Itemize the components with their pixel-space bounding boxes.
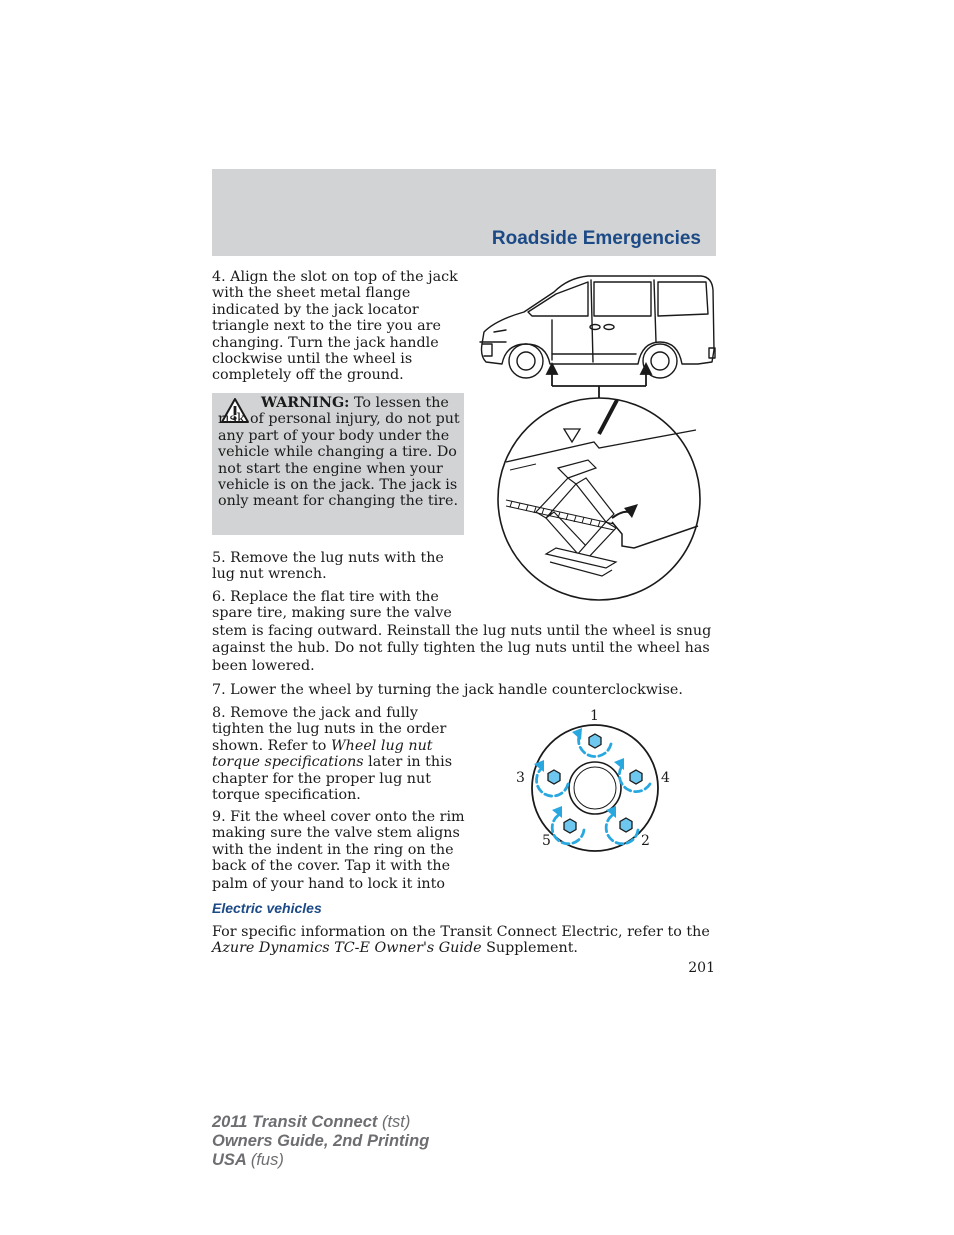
step-6-text: stem is facing outward. Reinstall the lug nuts until the wheel is snug against the hub. Do not fully tighten the lug nuts until the wheel has been lowered. [212,623,712,674]
lug-nut-order-diagram [510,704,676,854]
footer-market-code: (fus) [250,1151,284,1169]
section-title: Roadside Emergencies [491,228,701,249]
jack-placement-illustration [476,272,720,604]
step-7-text: 7. Lower the wheel by turning the jack handle counterclockwise. [212,682,683,698]
footer-model-code: (tst) [381,1113,411,1131]
step-9-text: 9. Fit the wheel cover onto the rim making sure the valve stem aligns with the indent in the ring on the back of the cover. Tap it with the palm of your hand to lock it into [212,809,465,891]
footer-market: USA [212,1151,247,1169]
footer [212,1113,429,1170]
section-header-band [212,169,716,256]
step-8-text [212,705,464,803]
lug-label-4: 4 [661,770,670,786]
footer-line-1 [212,1113,429,1132]
page-number: 201 [688,960,715,976]
step-6-text-top: 6. Replace the flat tire with the spare tire, making sure the valve [212,589,452,622]
step-8-post: later in this chapter for the proper lug nut torque specification. [212,754,453,804]
footer-line-2: Owners Guide, 2nd Printing [212,1132,430,1150]
step-8-ref-link: Wheel lug nut torque specifications [212,737,433,771]
lug-nut-2-icon [620,818,632,832]
electric-post: Supplement. [486,940,578,957]
warning-text: To lessen the risk of personal injury, do not put any part of your body under the vehicle while changing a tire. Do not start the engine when your vehicle is on the jack. The jack is only meant for changing the tire. [218,395,460,510]
warning-paragraph [218,395,462,510]
footer-line-3 [212,1151,429,1170]
van-drawing [480,276,715,378]
lug-label-5: 5 [542,833,551,849]
footer-model: 2011 Transit Connect [212,1113,378,1131]
electric-vehicles-text [212,924,716,957]
step-4-text: 4. Align the slot on top of the jack with the sheet metal flange indicated by the jack locator triangle next to the tire you are changing. Turn the jack handle clockwise until the wheel is completely off the ground. [212,269,458,384]
hub-center-bore [569,762,621,814]
warning-label: WARNING: [261,395,350,411]
lug-label-2: 2 [641,833,650,849]
lug-nut-1-icon [589,734,601,748]
lug-label-3: 3 [516,770,525,786]
step-8-pre: 8. Remove the jack and fully tighten the lug nuts in the order shown. Refer to [212,705,447,754]
warning-box [212,393,464,535]
lug-nut-5-icon [564,819,576,833]
electric-ref: Azure Dynamics TC-E Owner's Guide [212,940,482,957]
lug-nut-3-icon [548,770,560,784]
jack-point-arrows [547,364,651,398]
lug-label-1: 1 [590,708,599,724]
electric-vehicles-heading: Electric vehicles [212,900,322,916]
lug-nut-4-icon [630,770,642,784]
electric-pre: For specific information on the Transit Connect Electric, refer to the [212,924,710,940]
jack-detail-circle [498,398,700,600]
step-5-text: 5. Remove the lug nuts with the lug nut wrench. [212,550,444,583]
